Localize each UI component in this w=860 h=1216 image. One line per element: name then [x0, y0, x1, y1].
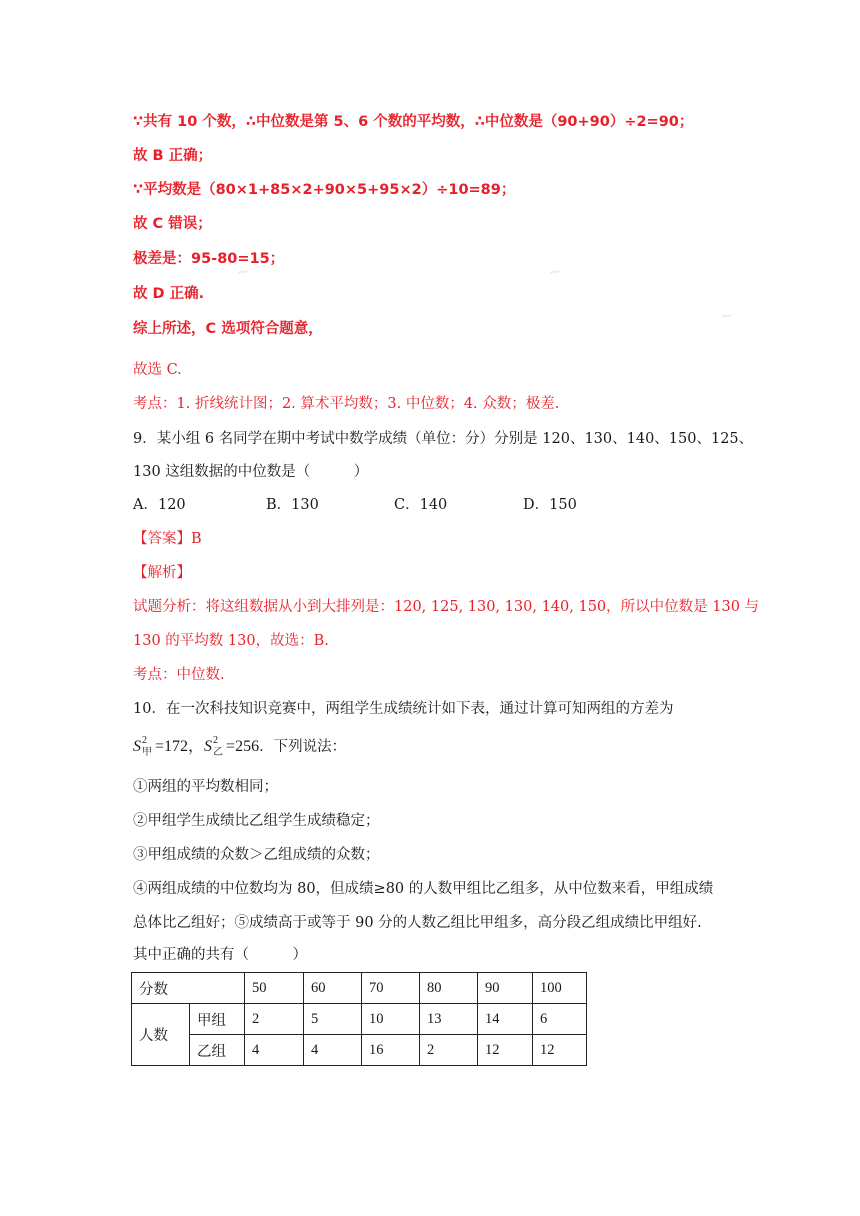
table-row [132, 1004, 587, 1035]
variance-symbol: S [133, 738, 141, 755]
table-header: 分数 [132, 973, 245, 1004]
option-d: D．150 [523, 497, 577, 513]
solution-line: 故 C 错误； [133, 216, 212, 232]
table-cell: 14 [478, 1004, 533, 1035]
group-label: 甲组 [190, 1004, 245, 1035]
formula-sup: 2 [142, 735, 147, 746]
watermark-mark: ~ [718, 304, 736, 327]
table-row [132, 973, 587, 1004]
statement: ①两组的平均数相同； [133, 779, 278, 795]
option-a: A．120 [133, 497, 186, 513]
formula-tail: ．下列说法： [259, 739, 347, 755]
table-header: 100 [533, 973, 587, 1004]
table-cell: 4 [304, 1035, 362, 1066]
solution-choice: 故选 C. [133, 362, 182, 378]
statement: 总体比乙组好；⑤成绩高于或等于 90 分的人数乙组比甲组多，高分段乙组成绩比甲组好. [133, 915, 702, 931]
q9-stem-line: 130 这组数据的中位数是（ ） [133, 464, 369, 480]
solution-line: ∵平均数是（80×1+85×2+90×5+95×2）÷10=89； [133, 182, 516, 198]
table-row [132, 1035, 587, 1066]
analysis-line: 130 的平均数 130，故选：B. [133, 633, 329, 649]
solution-line: 故 B 正确； [133, 148, 213, 164]
watermark-mark: ~ [234, 260, 252, 283]
table-header: 90 [478, 973, 533, 1004]
table-cell: 2 [245, 1004, 304, 1035]
option-c: C．140 [394, 497, 448, 513]
table-header: 50 [245, 973, 304, 1004]
statement: ④两组成绩的中位数均为 80，但成绩≥80 的人数甲组比乙组多，从中位数来看，甲组成绩 [133, 881, 714, 897]
q9-stem-line: 9．某小组 6 名同学在期中考试中数学成绩（单位：分）分别是 120、130、140、150、125、 [133, 431, 754, 447]
solution-line: 故 D 正确. [133, 286, 205, 302]
solution-line: 极差是：95-80=15； [133, 251, 285, 267]
table-header: 60 [304, 973, 362, 1004]
formula-sub: 甲 [142, 747, 152, 758]
table-header: 70 [362, 973, 420, 1004]
kaodian-line: 考点：中位数. [133, 667, 225, 683]
statement: ③甲组成绩的众数＞乙组成绩的众数； [133, 847, 380, 863]
solution-line: 综上所述，C 选项符合题意， [133, 321, 323, 337]
table-cell: 5 [304, 1004, 362, 1035]
table-cell: 6 [533, 1004, 587, 1035]
formula-sub: 乙 [213, 747, 224, 758]
variance-symbol: S [204, 738, 213, 755]
table-cell: 4 [245, 1035, 304, 1066]
formula-sep: ， [188, 738, 205, 755]
analysis-title: 【解析】 [133, 565, 191, 581]
q10-ask: 其中正确的共有（ ） [133, 947, 307, 963]
table-cell: 12 [533, 1035, 587, 1066]
option-b: B．130 [266, 497, 319, 513]
table-cell: 10 [362, 1004, 420, 1035]
formula-sup: 2 [213, 735, 219, 746]
table-cell: 2 [420, 1035, 478, 1066]
table-cell: 16 [362, 1035, 420, 1066]
solution-line: ∵共有 10 个数，∴中位数是第 5、6 个数的平均数，∴中位数是（90+90）÷2=90； [133, 114, 694, 130]
answer-line: 【答案】B [133, 531, 202, 547]
variance-formula [133, 736, 346, 758]
kaodian-line: 考点：1. 折线统计图；2. 算术平均数；3. 中位数；4. 众数；极差. [133, 396, 560, 412]
table-row-header: 人数 [132, 1004, 190, 1066]
table-cell: 12 [478, 1035, 533, 1066]
watermark-mark: ~ [546, 260, 564, 283]
q10-stem-line: 10．在一次科技知识竞赛中，两组学生成绩统计如下表，通过计算可知两组的方差为 [133, 701, 674, 717]
statement: ②甲组学生成绩比乙组学生成绩稳定； [133, 813, 380, 829]
formula-value: =172 [155, 738, 189, 755]
formula-value: =256 [226, 738, 260, 755]
analysis-line: 试题分析：将这组数据从小到大排列是：120, 125, 130, 130, 140, 150，所以中位数是 130 与 [133, 599, 760, 615]
score-table [131, 972, 587, 1066]
table-header: 80 [420, 973, 478, 1004]
q9-options [133, 495, 577, 515]
group-label: 乙组 [190, 1035, 245, 1066]
table-cell: 13 [420, 1004, 478, 1035]
